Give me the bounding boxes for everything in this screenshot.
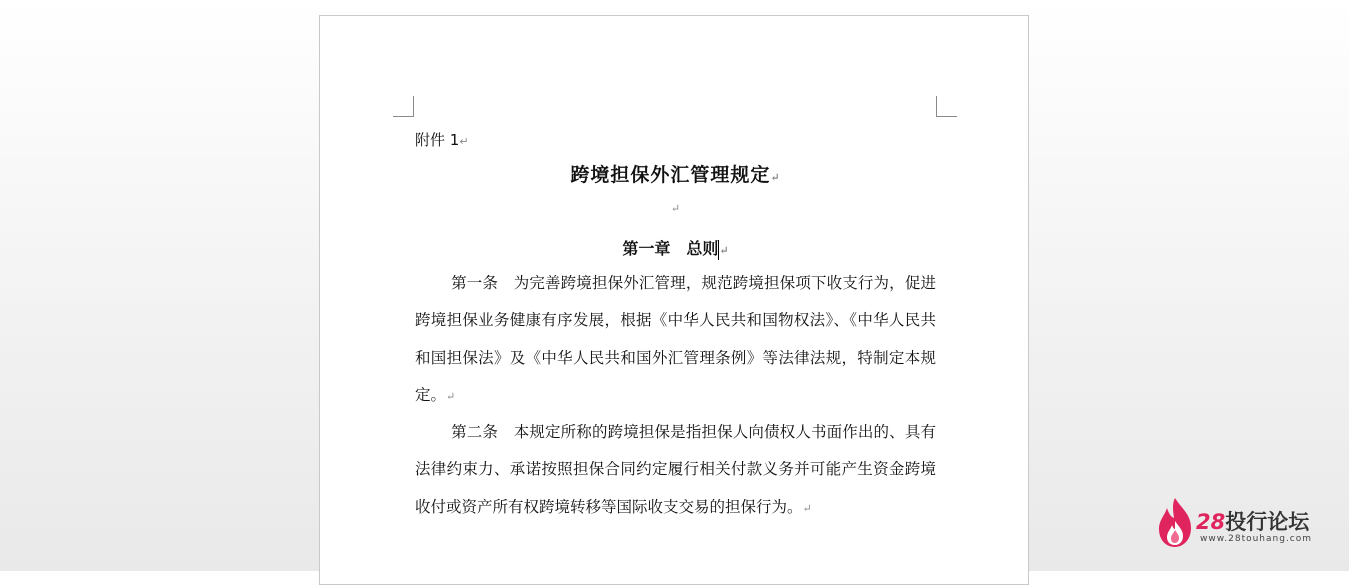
article-number: 第一条 xyxy=(451,274,499,292)
empty-paragraph[interactable] xyxy=(415,202,936,215)
article-number: 第二条 xyxy=(451,423,499,441)
article-text: 本规定所称的跨境担保是指担保人向债权人书面作出的、具有法律约束力、承诺按照担保合同约定履行相关付款义务并可能产生资金跨境收付或资产所有权跨境转移等国际收支交易的担保行为。 xyxy=(415,423,936,516)
paragraph-mark-icon: ↵ xyxy=(446,389,456,403)
watermark-logo xyxy=(1155,496,1335,552)
flame-icon xyxy=(1155,496,1195,548)
paragraph-mark-icon: ↵ xyxy=(670,202,681,215)
article-paragraph[interactable] xyxy=(415,265,936,415)
document-page[interactable] xyxy=(319,15,1029,585)
attachment-label[interactable]: 附件 1↵ xyxy=(415,131,469,149)
article-text: 为完善跨境担保外汇管理，规范跨境担保项下收支行为，促进跨境担保业务健康有序发展，根据《中华人民共和国物权法》、《中华人民共和国担保法》及《中华人民共和国外汇管理条例》等法律法规，特制定本规定。 xyxy=(415,274,936,404)
brand-url: www.28touhang.com xyxy=(1200,534,1313,544)
paragraph-mark-icon: ↵ xyxy=(802,501,812,515)
chapter-heading[interactable]: 第一章 总则↵ xyxy=(622,239,729,258)
paragraph-mark-icon: ↵ xyxy=(770,171,781,184)
article-paragraph[interactable] xyxy=(415,414,936,527)
margin-corner-top-right xyxy=(936,96,957,117)
brand-name: 28投行论坛 xyxy=(1196,510,1310,534)
paragraph-mark-icon: ↵ xyxy=(459,135,469,148)
paragraph-mark-icon: ↵ xyxy=(719,244,729,257)
document-title[interactable]: 跨境担保外汇管理规定↵ xyxy=(570,164,781,186)
margin-corner-top-left xyxy=(393,96,414,117)
